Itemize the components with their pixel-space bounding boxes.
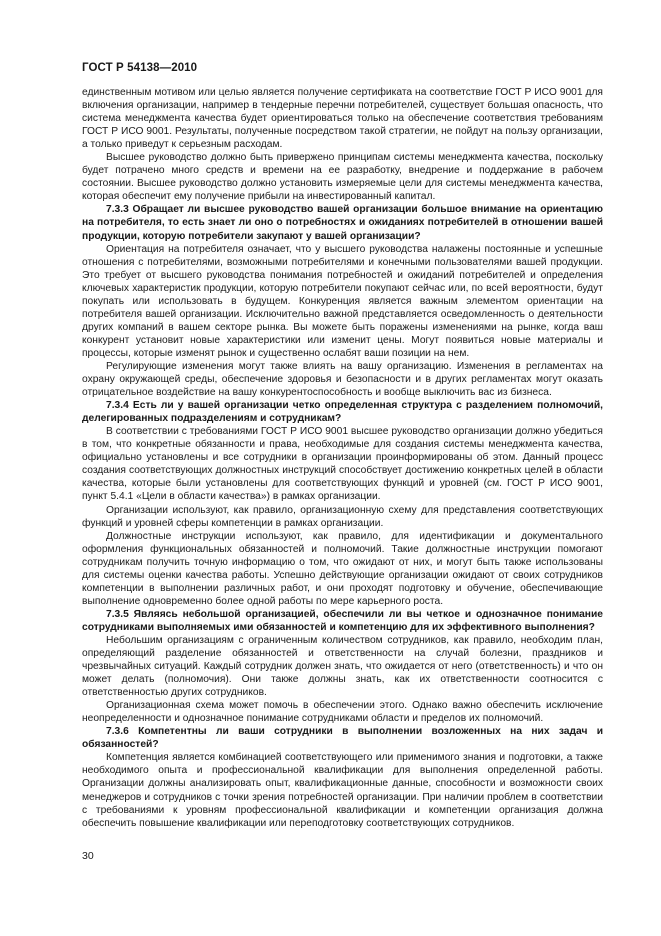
paragraph: Ориентация на потребителя означает, что у высшего руководства налажены постоянные и успешные отношения с потребителями, возможными потребителями и конечными пользователями вашей продукции. Это требует от высшего руководства понимания потребностей и ожиданий потребителей и определения ключевых характеристик продукции, которую потребители покупают сейчас или, по всей вероятности, будут покупать или использовать в будущем. Конкуренция является важным элементом ориентации на потребителя вашей организации. Исключительно важной представляется осведомленность о деятельности других компаний в вашем секторе рынка. Вы можете быть поражены изменениями на рынке, когда ваш конкурент установит новые характеристики или изменит цены. Могут появиться новые материалы и процессы, которые изменят рынок и существенно ослабят ваши позиции на нем. (82, 243, 603, 359)
document-body (82, 86, 603, 830)
paragraph: Небольшим организациям с ограниченным количеством сотрудников, как правило, необходим план, определяющий разделение обязанностей и ответственности на случай болезни, праздников и чрезвычайных ситуаций. Каждый сотрудник должен знать, что ожидается от него (ответственность) и что он может делать (полномочия). Они также должны знать, как их ответственности соотносится с ответственностью других сотрудников. (82, 634, 603, 699)
section-heading-7-3-4: 7.3.4 Есть ли у вашей организации четко определенная структура с разделением полномочий, делегированных подразделениям и сотрудникам? (82, 400, 603, 425)
section-heading-7-3-3: 7.3.3 Обращает ли высшее руководство вашей организации большое внимание на ориентацию на потребителя, то есть знает ли оно о потребностях и ожиданиях потребителей в отношении вашей продукции, которую потребители закупают у вашей организации? (82, 204, 603, 242)
paragraph: Организации используют, как правило, организационную схему для представления соответствующих функций и уровней сферы компетенции в рамках организации. (82, 504, 603, 529)
paragraph: Должностные инструкции используют, как правило, для идентификации и документального оформления функциональных обязанностей и полномочий. Такие должностные инструкции помогают сотрудникам получить точную информацию о том, что ожидают от них, и могут быть также использованы для системы оценки качества работы. Успешно действующие организации ожидают от своих сотрудников компетенции в выполнении различных работ, и они проходят подготовку и обучение, обеспечивающие выполнение одновременно более одной работы по мере карьерного роста. (82, 530, 603, 607)
paragraph: Высшее руководство должно быть привержено принципам системы менеджмента качества, поскольку будет потрачено много средств и времени на ее разработку, внедрение и поддержание в рабочем состоянии. Высшее руководство должно установить измеряемые цели для системы менеджмента качества, которая обеспечит ему получение прибыли на инвестированный капитал. (82, 152, 603, 203)
page-number: 30 (82, 850, 94, 862)
section-heading-7-3-6: 7.3.6 Компетентны ли ваши сотрудники в выполнении возложенных на них задач и обязанностей? (82, 726, 603, 751)
section-heading-7-3-5: 7.3.5 Являясь небольшой организацией, обеспечили ли вы четкое и однозначное понимание сотрудниками выполняемых ими обязанностей и компетенцию для их эффективного выполнения? (82, 608, 603, 633)
paragraph: Регулирующие изменения могут также влиять на вашу организацию. Изменения в регламентах на охрану окружающей среды, обеспечение здоровья и безопасности и в других регламентах могут оказать отрицательное воздействие на вашу конкурентоспособность и вообще выключить вас из бизнеса. (82, 360, 603, 399)
paragraph: Компетенция является комбинацией соответствующего или применимого знания и подготовки, а также необходимого опыта и профессиональной квалификации для выполнения определенной работы. Организации должны анализировать опыт, квалификационные данные, способности и возможности своих менеджеров и сотрудников с точки зрения потребностей организации. При наличии проблем в соответствии с требованиями к уровням профессиональной квалификации и компетенции организация должна обеспечить повышение квалификации или переподготовку соответствующих сотрудников. (82, 752, 603, 829)
paragraph: Организационная схема может помочь в обеспечении этого. Однако важно обеспечить исключение неопределенности и однозначное понимание сотрудниками области и пределов их полномочий. (82, 700, 603, 725)
document-header: ГОСТ Р 54138—2010 (82, 62, 198, 74)
paragraph: В соответствии с требованиями ГОСТ Р ИСО 9001 высшее руководство организации должно убедиться в том, что конкретные обязанности и права, необходимые для создания системы менеджмента качества, официально установлены и все сотрудники в организации проинформированы об этом. Данный процесс создания соответствующих должностных инструкций способствует достижению конкретных целей в области качества, которые были установлены для соответствующих функций и уровней (см. ГОСТ Р ИСО 9001, пункт 5.4.1 «Цели в области качества») в рамках организации. (82, 426, 603, 503)
paragraph-continuation: единственным мотивом или целью является получение сертификата на соответствие ГОСТ Р ИСО 9001 для включения организации, например в тендерные перечни потребителей, существует большая опасность, что система менеджмента качества будет ориентироваться только на обеспечение соответствия требованиям ГОСТ Р ИСО 9001. Результаты, полученные посредством такой стратегии, не пойдут на пользу организации, а только приведут к серьезным расходам. (82, 87, 603, 151)
